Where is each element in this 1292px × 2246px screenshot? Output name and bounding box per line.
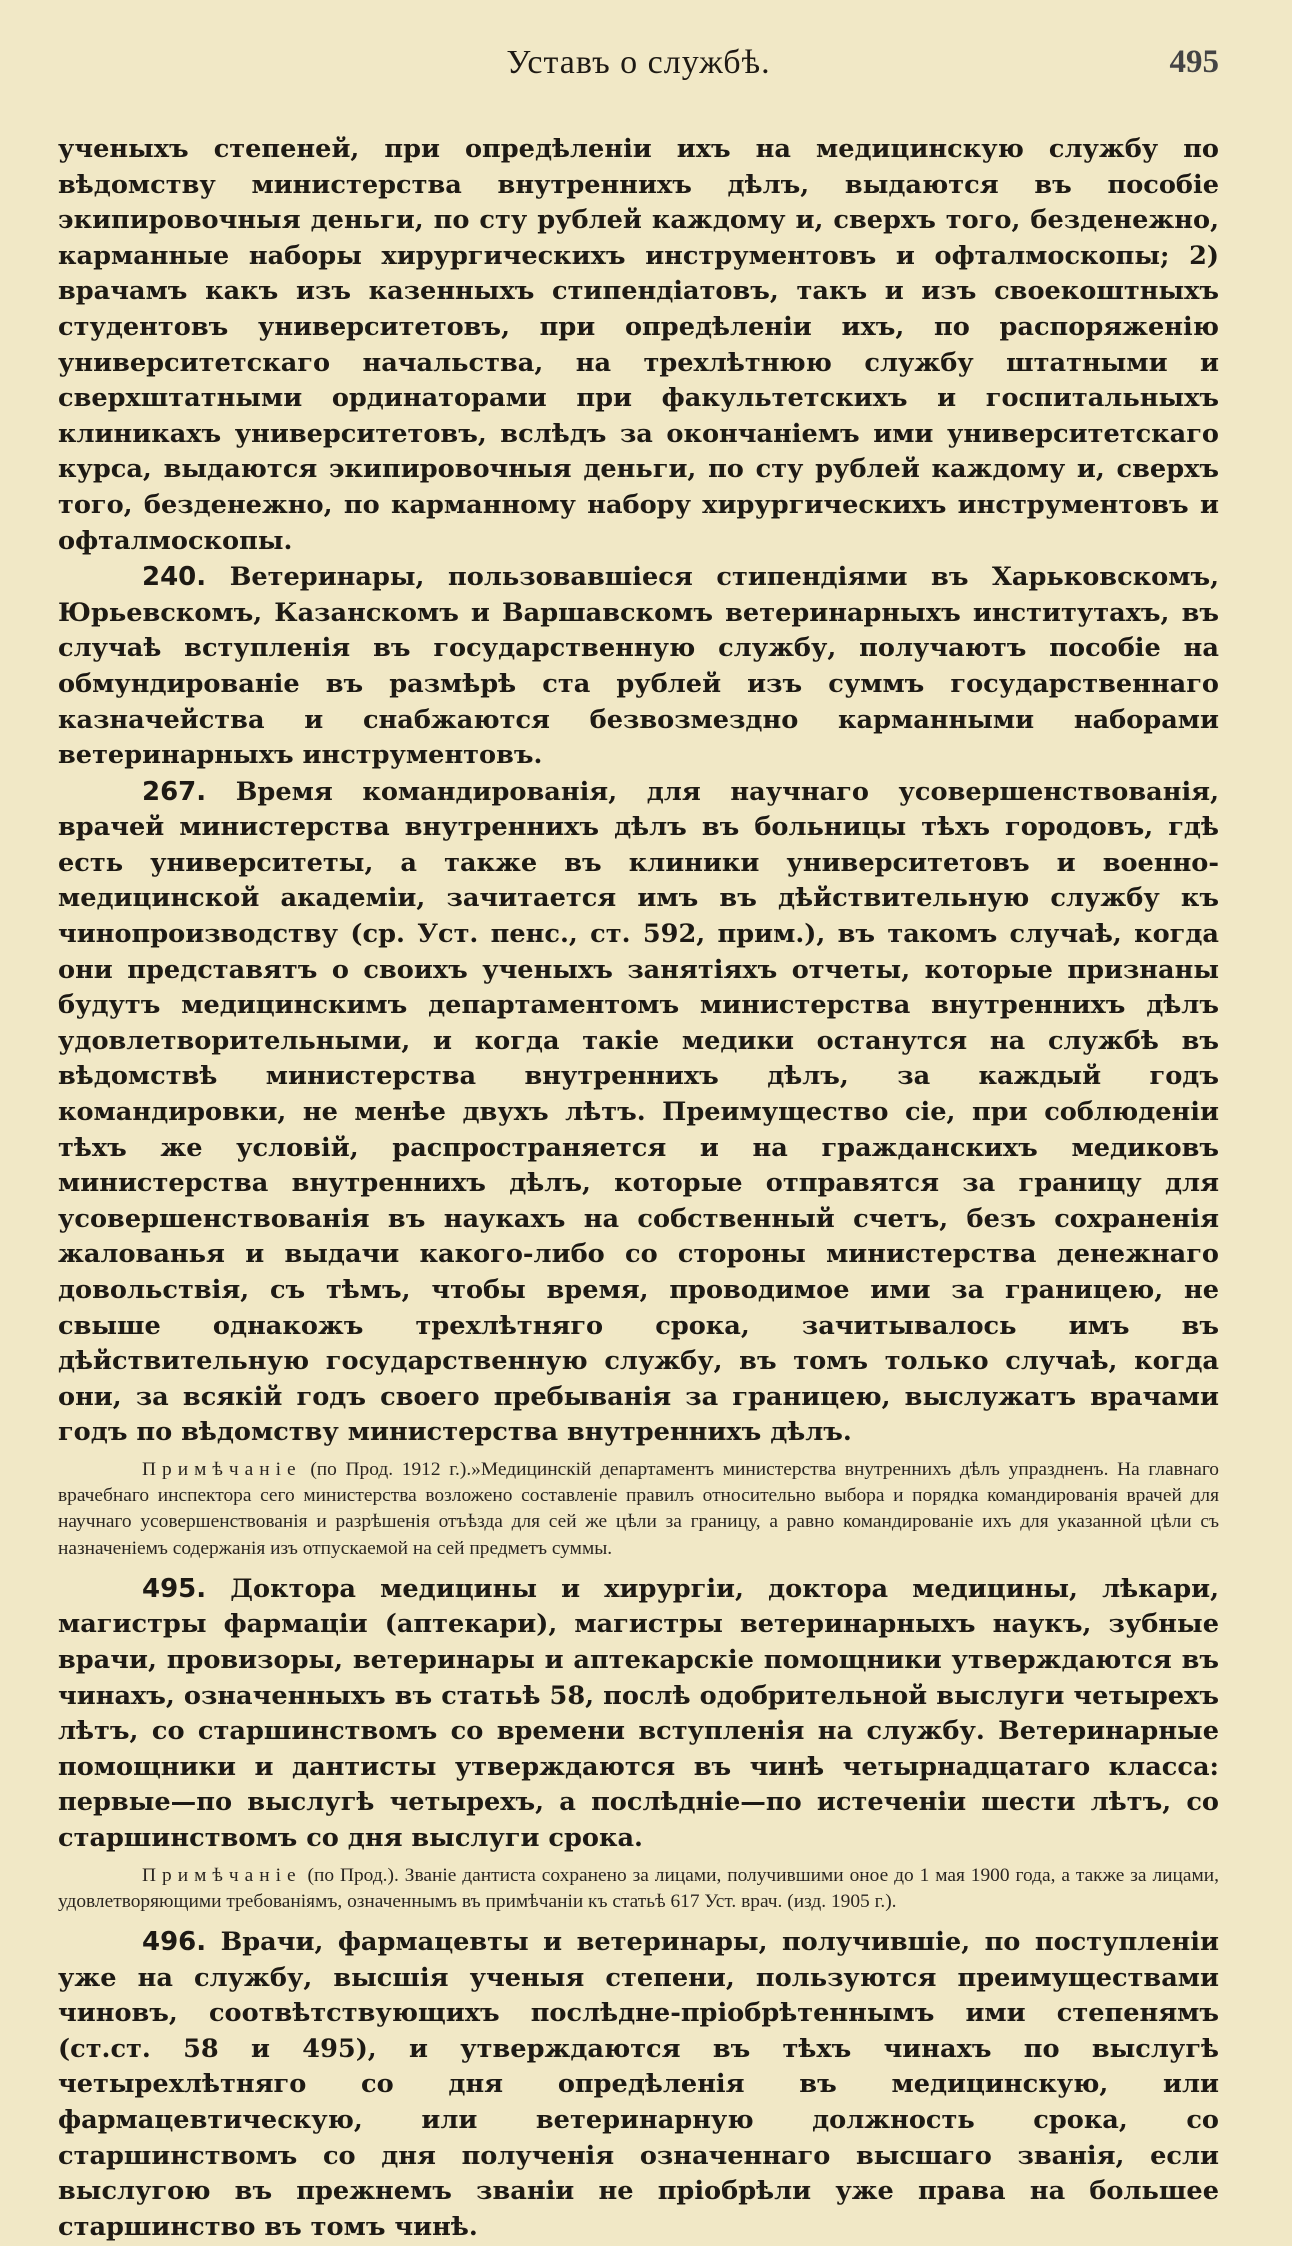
- paragraph-text: Время командированія, для научнаго усовершенствованія, врачей министерства внутреннихъ дѣлъ въ больницы тѣхъ городовъ, гдѣ есть университеты, а также въ клиники университетовъ и военно-медицинской академіи, зачитается имъ въ дѣйствительную службу къ чинопроизводству (ср. Уст. пенс., ст. 592, прим.), въ такомъ случаѣ, когда они представятъ о своихъ ученыхъ занятіяхъ отчеты, которые признаны будутъ медицинскимъ департаментомъ министерства внутреннихъ дѣлъ удовлетворительными, и когда такіе медики останутся на службѣ въ вѣдомствѣ министерства внутреннихъ дѣлъ, за каждый годъ командировки, не менѣе двухъ лѣтъ. Преимущество сіе, при соблюденіи тѣхъ же условій, распространяется и на гражданскихъ медиковъ министерства внутреннихъ дѣлъ, которые отправятся за границу для усовершенствованія въ наукахъ на собственный счетъ, безъ сохраненія жалованья и выдачи какого-либо со стороны министерства денежнаго довольствія, съ тѣмъ, чтобы время, проводимое ими за границею, не свыше однакожъ трехлѣтняго срока, зачитывалось имъ въ дѣйствительную государственную службу, въ томъ только случаѣ, когда они, за всякій годъ своего пребыванія за границею, выслужатъ врачами годъ по вѣдомству министерства внутреннихъ дѣлъ.: [58, 776, 1219, 1448]
- article-number: 496.: [142, 1926, 207, 1957]
- article-number: 240.: [142, 562, 207, 593]
- running-head: [58, 44, 1219, 94]
- note-text: (по Прод.). Званіе дантиста сохранено за лицами, получившими оное до 1 мая 1900 года, а также за лицами, удовлетворяющими требованіямъ, означеннымъ въ примѣчаніи къ статьѣ 617 Уст. врач. (изд. 1905 г.).: [58, 1864, 1219, 1912]
- article-240: [58, 560, 1219, 774]
- article-267: [58, 775, 1219, 1451]
- paragraph-continued: [58, 132, 1219, 559]
- note-article-495: [58, 1863, 1219, 1915]
- paragraph-text: Ветеринары, пользовавшіеся стипендіями въ Харьковскомъ, Юрьевскомъ, Казанскомъ и Варшавскомъ ветеринарныхъ институтахъ, въ случаѣ вступленія въ государственную службу, получаютъ пособіе на обмундированіе въ размѣрѣ ста рублей изъ суммъ государственнаго казначейства и снабжаются безвозмездно карманными наборами ветеринарныхъ инструментовъ.: [58, 562, 1219, 771]
- paragraph-text: ученыхъ степеней, при опредѣленіи ихъ на медицинскую службу по вѣдомству министерства внутреннихъ дѣлъ, выдаются въ пособіе экипировочныя деньги, по сту рублей каждому и, сверхъ того, безденежно, карманные наборы хирургическихъ инструментовъ и офталмоскопы; 2) врачамъ какъ изъ казенныхъ стипендіатовъ, такъ и изъ своекоштныхъ студентовъ университетовъ, при опредѣленіи ихъ, по распоряженію университетскаго начальства, на трехлѣтнюю службу штатными и сверхштатными ординаторами при факультетскихъ и госпитальныхъ клиникахъ университетовъ, вслѣдъ за окончаніемъ ими университетскаго курса, выдаются экипировочныя деньги, по сту рублей каждому и, сверхъ того, безденежно, по карманному набору хирургическихъ инструментовъ и офталмоскопы.: [58, 134, 1219, 556]
- article-495: [58, 1572, 1219, 1857]
- page-number: 495: [1169, 44, 1219, 80]
- note-text: (по Прод. 1912 г.).»Медицинскій департаментъ министерства внутреннихъ дѣлъ упраздненъ. На главнаго врачебнаго инспектора сего министерства возложено составленіе правилъ относительно выбора и порядка командированія врачей для научнаго усовершенствованія и разрѣшенія отъѣзда для сей же цѣли за границу, а равно командированіе ихъ для указанной цѣли съ назначеніемъ содержанія изъ отпускаемой на сей предметъ суммы.: [58, 1458, 1219, 1559]
- page-body: [58, 132, 1219, 2246]
- article-number: 495.: [142, 1573, 207, 1604]
- note-label: Примѣчаніе: [142, 1458, 302, 1480]
- paragraph-text: Доктора медицины и хирургіи, доктора медицины, лѣкари, магистры фармаціи (аптекари), магистры ветеринарныхъ наукъ, зубные врачи, провизоры, ветеринары и аптекарскіе помощники утверждаются въ чинахъ, означенныхъ въ статьѣ 58, послѣ одобрительной выслуги четырехъ лѣтъ, со старшинствомъ со времени вступленія на службу. Ветеринарные помощники и дантисты утверждаются въ чинѣ четырнадцатаго класса: первые—по выслугѣ четырехъ, а послѣдніе—по истеченіи шести лѣтъ, со старшинствомъ со дня выслуги срока.: [58, 1573, 1219, 1853]
- article-number: 267.: [142, 776, 207, 807]
- note-label: Примѣчаніе: [142, 1864, 302, 1886]
- article-496: [58, 1925, 1219, 2245]
- page-title: Уставъ о службѣ.: [506, 44, 771, 81]
- paragraph-text: Врачи, фармацевты и ветеринары, получившіе, по поступленіи уже на службу, высшія ученыя степени, пользуются преимуществами чиновъ, соотвѣтствующихъ послѣдне-пріобрѣтеннымъ ими степенямъ (ст.ст. 58 и 495), и утверждаются въ тѣхъ чинахъ по выслугѣ четырехлѣтняго со дня опредѣленія въ медицинскую, или фармацевтическую, или ветеринарную должность срока, со старшинствомъ со дня полученія означеннаго высшаго званія, если выслугою въ прежнемъ званіи не пріобрѣли уже права на большее старшинство въ томъ чинѣ.: [58, 1926, 1219, 2242]
- note-article-267: [58, 1457, 1219, 1562]
